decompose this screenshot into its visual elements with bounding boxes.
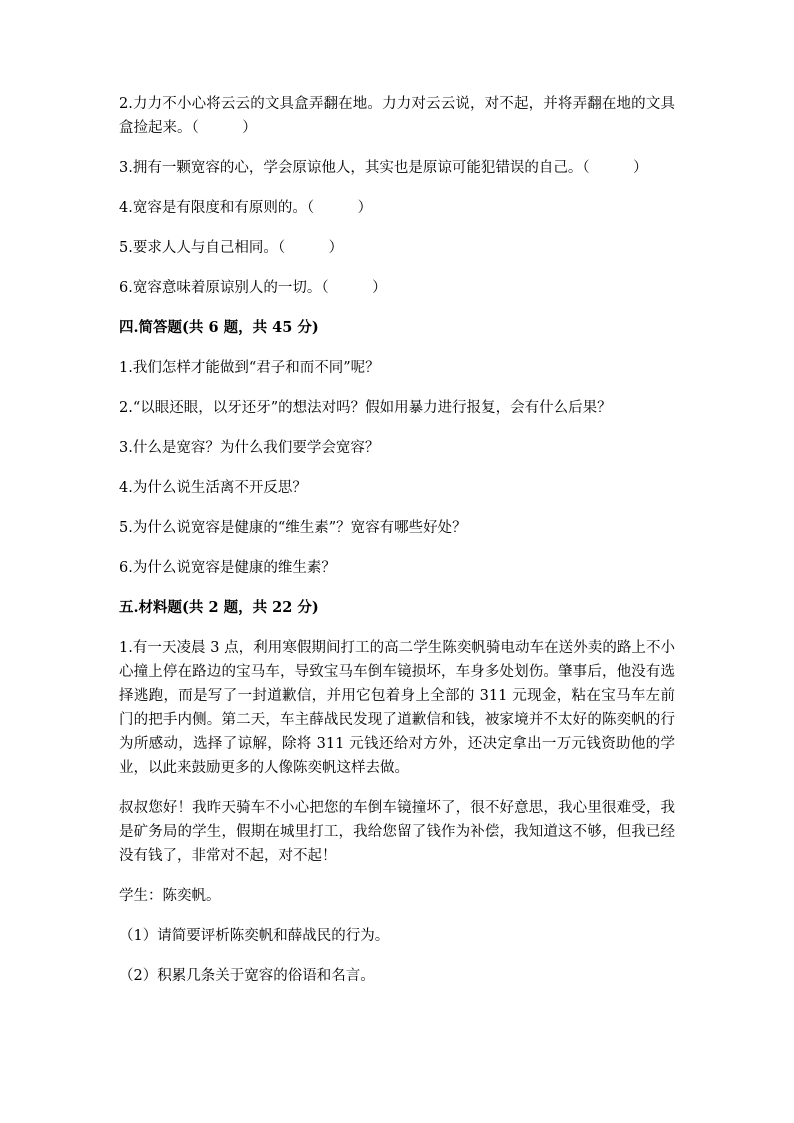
apology-letter: 叔叔您好！我昨天骑车不小心把您的车倒车镜撞坏了，很不好意思，我心里很难受，我是矿务局的学生，假期在城里打工，我给您留了钱作为补偿，我知道这不够，但我已经没有钱了，非常对不起，对不起！ bbox=[119, 800, 675, 864]
section-5-heading: 五.材料题(共 2 题，共 22 分) bbox=[119, 599, 319, 616]
letter-signature: 学生：陈奕帆。 bbox=[119, 888, 221, 904]
material-passage: 1.有一天凌晨 3 点，利用寒假期间打工的高二学生陈奕帆骑电动车在送外卖的路上不小心撞上停在路边的宝马车，导致宝马车倒车镜损坏，车身多处划伤。肇事后，他没有选择逃跑，而是写了一封道歉信，并用它包着身上全部的 311 元现金，粘在宝马车左前门的把手内侧。第二天，车主薛战民发现了道歉信和钱，被家境并不太好的陈奕帆的行为所感动，选择了谅解，除将 311 元钱还给对方外，还决定拿出一万元钱资助他的学业，以此来鼓励更多的人像陈奕帆这样去做。 bbox=[119, 640, 675, 776]
short-answer-question-1: 1.我们怎样才能做到“君子和而不同”呢？ bbox=[119, 360, 380, 376]
judgement-item-3: 3.拥有一颗宽容的心，学会原谅他人，其实也是原谅可能犯错误的自己。（ ） bbox=[119, 160, 648, 176]
material-subquestion-2: （2）积累几条关于宽容的俗语和名言。 bbox=[119, 968, 375, 984]
short-answer-question-5: 5.为什么说宽容是健康的“维生素”？宽容有哪些好处？ bbox=[119, 520, 467, 536]
judgement-item-4: 4.宽容是有限度和有原则的。（ ） bbox=[119, 200, 373, 216]
short-answer-question-3: 3.什么是宽容？为什么我们要学会宽容？ bbox=[119, 440, 380, 456]
short-answer-question-2: 2.“以眼还眼，以牙还牙”的想法对吗？假如用暴力进行报复，会有什么后果？ bbox=[119, 400, 612, 416]
short-answer-question-6: 6.为什么说宽容是健康的维生素？ bbox=[119, 560, 336, 576]
exam-page bbox=[119, 92, 675, 1004]
short-answer-question-4: 4.为什么说生活离不开反思？ bbox=[119, 480, 307, 496]
judgement-item-2: 2.力力不小心将云云的文具盒弄翻在地。力力对云云说，对不起，并将弄翻在地的文具盒捡起来。（ ） bbox=[119, 96, 675, 136]
judgement-item-5: 5.要求人人与自己相同。（ ） bbox=[119, 240, 344, 256]
material-subquestion-1: （1）请简要评析陈奕帆和薛战民的行为。 bbox=[119, 928, 390, 944]
judgement-item-6: 6.宽容意味着原谅别人的一切。（ ） bbox=[119, 280, 387, 296]
section-4-heading: 四.简答题(共 6 题，共 45 分) bbox=[119, 319, 319, 336]
